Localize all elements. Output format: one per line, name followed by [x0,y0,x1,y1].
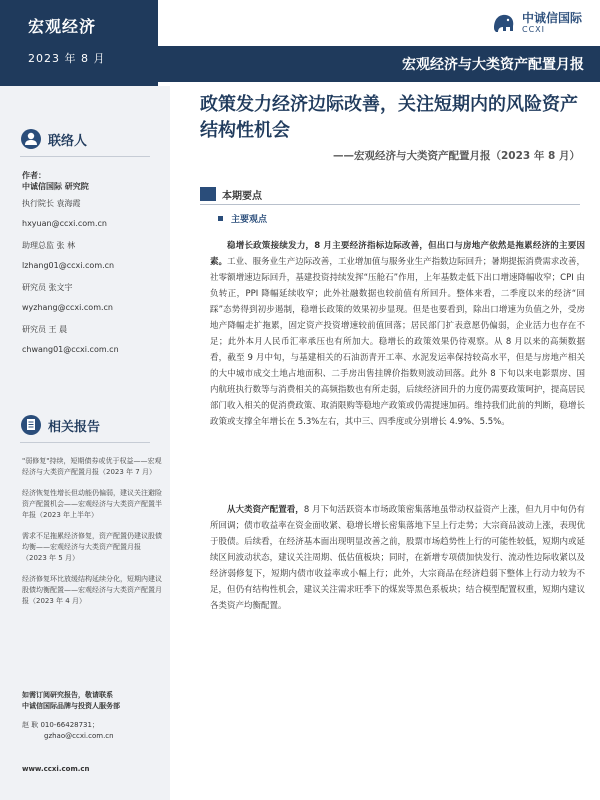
elephant-logo-icon [490,10,516,36]
related-report-link[interactable]: "弱修复"持续，短期债券或优于权益——宏观经济与大类资产配置月报（2023 年 7 月） [22,457,162,476]
body-paragraph [210,238,585,430]
footer-email[interactable]: gzhao@ccxi.com.cn [44,732,114,740]
subscribe-note: 如需订阅研究报告，敬请联系 [22,691,113,699]
footer-url[interactable]: www.ccxi.com.cn [22,765,90,773]
top-band [0,0,600,86]
doc-date: 2023 年 8 月 [28,52,106,65]
service-dept: 中诚信国际品牌与投资人服务部 [22,702,120,710]
related-report-link[interactable]: 经济修复环比放缓结构延续分化，短期内建议股债均衡配置——宏观经济与大类资产配置月报（2023 年 4 月） [22,575,162,605]
contact-email[interactable]: chwang01@ccxi.com.cn [22,345,119,354]
logo-subtext: CCXI [521,25,545,34]
report-icon [20,414,42,436]
bullet-square-icon [218,216,223,221]
contacts-divider [20,156,150,157]
section-marker [200,187,216,201]
contact-role: 助理总监 张 林 [22,241,76,250]
top-left-panel [0,0,158,86]
contact-role: 执行院长 袁海霞 [22,199,81,208]
report-banner [158,46,600,82]
contact-email[interactable]: lzhang01@ccxi.com.cn [22,261,115,270]
section-heading [200,187,580,205]
contact-item [22,282,162,313]
footer-contact: 赵 耿 010-66428731； [22,721,99,729]
section-heading-label: 本期要点 [222,191,262,202]
subsection-heading-label: 主要观点 [231,215,268,225]
paragraph-lead: 稳增长政策接续发力，8 月主要经济指标边际改善，但出口与房地产依然是拖累经济的主要因素。 [210,241,585,267]
logo [432,8,582,38]
contacts-heading-label: 联络人 [48,133,88,149]
main-header [200,92,580,163]
related-heading-label: 相关报告 [48,419,101,435]
paragraph-text: 工业、服务业生产边际改善，工业增加值与服务业生产指数边际回升；暑期提振消费需求改善，社零额增速边际回升，基建投资持续发挥“压舱石”作用，上年基数走低下出口增速降幅收窄；CPI 由负转正，PPI 降幅延续收窄；此外社融数据也较前值有所回升。整体来看，二季度以来的经济“回踩”态势得到初步遏制，稳增长政策的效果初步显现。但是也要看到，除出口增速为负值之外，受房地产降幅走扩拖累，固定资产投资增速较前值回落；居民部门扩表意愿仍偏弱，企业活力也存在不足；此外本月人民币汇率承压也有所加大。稳增长的政策效果仍待观察。从 8 月以来的高频数据看，截至 9 月中旬，与基建相关的石油沥青开工率、水泥发运率保持较高水平，但是与房地产相关的大中城市成交土地占地面积、二手房出售挂牌价指数则波动回落。此外 8 下旬以来电影票房、国内航班执行数等与消费相关的高频指数也有所走弱，后续经济回升的力度仍需要政策呵护，提高居民部门收入相关的促消费政策、取消限购等稳地产政策或仍需提速加码。维持我们此前的判断，稳增长政策或支撑全年增长在 5.3%左右，其中三、四季度或分别增长 4.9%、5.5%。 [210,257,585,427]
report-series-title: 宏观经济与大类资产配置月报 [402,57,584,73]
report-subtitle: ——宏观经济与大类资产配置月报（2023 年 8 月） [333,150,580,162]
related-divider [20,442,150,443]
contacts-list [22,170,162,366]
contacts-icon [20,128,42,150]
report-title: 政策发力经济边际改善，关注短期内的风险资产结构性机会 [200,94,578,141]
related-reports-list [22,456,162,617]
logo-text: 中诚信国际 [521,11,582,25]
related-report-link[interactable]: 需求不足拖累经济修复，资产配置仍建议股债均衡——宏观经济与大类资产配置月报（2023 年 5 月） [22,532,162,562]
related-heading [20,414,100,436]
sidebar-footer [22,690,162,775]
contact-email[interactable]: hxyuan@ccxi.com.cn [22,219,107,228]
contact-item [22,240,162,271]
authors-label: 作者： [22,171,46,180]
institute-name: 中诚信国际 研究院 [22,182,89,191]
contact-item [22,198,162,229]
contact-item [22,324,162,355]
contacts-heading [20,128,87,150]
contact-email[interactable]: wyzhang@ccxi.com.cn [22,303,113,312]
doc-type: 宏观经济 [28,17,97,36]
contact-role: 研究员 张文宇 [22,283,73,292]
related-report-link[interactable]: 经济恢复性增长但动能仍偏弱，建议关注避险资产配置机会——宏观经济与大类资产配置半年报（2023 年上半年） [22,489,162,519]
subsection-heading [218,212,267,225]
paragraph-lead: 从大类资产配置看， [227,505,304,515]
contact-role: 研究员 王 晨 [22,325,68,334]
body-paragraph [210,502,585,614]
paragraph-text: 8 月下旬活跃资本市场政策密集落地虽带动权益资产上涨，但九月中旬仍有所回调；债市收益率在资金面收紧、稳增长增长密集落地下呈上行走势；大宗商品波动上涨，表现优于股债。后续看，在经济基本面出现明显改善之前，股票市场趋势性上行的可能性较低，短期内或延续区间波动状态，建议关注周期、低估值板块；同时，在新增专项债加快发行、流动性边际收紧以及经济弱修复下，短期内债市收益率或小幅上行；此外，大宗商品在经济趋弱下整体上行动力较为不足，但仍有结构性机会，建议关注需求旺季下的煤炭等黑色系板块；结合模型配置权重，短期内建议各类资产均衡配置。 [210,505,585,611]
